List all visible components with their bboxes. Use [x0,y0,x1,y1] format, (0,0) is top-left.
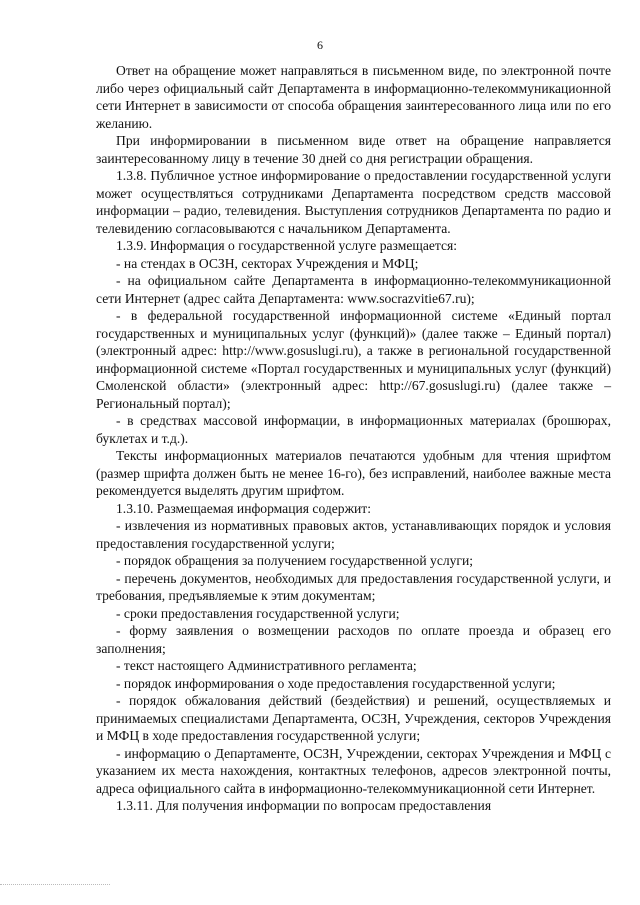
paragraph-1-3-11: 1.3.11. Для получения информации по вопросам предоставления [116,798,492,813]
list-item-unified-portal: - в федеральной государственной информационной системе «Единый портал государственных и муниципальных услуг (функций)» (далее также – Единый портал) (электронный адрес: http://www.gosuslugi.ru), а также в региональной государственной информационной системе «Портал государственных и муниципальных услуг (функций) Смоленской области» (электронный адрес: http://67.gosuslugi.ru) (далее также – Региональный портал); [96,308,611,411]
list-item-stands: - на стендах в ОСЗН, секторах Учреждения и МФЦ; [116,255,419,271]
list-item-application-form: - форму заявления о возмещении расходов по оплате проезда и образец его заполнения; [96,623,611,656]
paragraph-1-3-8: 1.3.8. Публичное устное информирование о предоставлении государственной услуги может осуществляться сотрудниками Департамента посредством средств массовой информации – радио, телевидения. Выступления сотрудников Департамента по радио и телевидению согласовываются с начальником Департамента. [96,168,611,236]
page-number: 6 [317,38,323,52]
list-item-appeal-procedure: - порядок обжалования действий (бездействия) и решений, осуществляемых и принимаемых специалистами Департамента, ОСЗН, Учреждения, секторов Учреждения и МФЦ в ходе предоставления государственной услуги; [96,693,611,743]
list-item-extracts: - извлечения из нормативных правовых актов, устанавливающих порядок и условия предоставления государственной услуги; [96,518,611,551]
list-item-mass-media: - в средствах массовой информации, в информационных материалах (брошюрах, буклетах и т.д.). [96,413,611,446]
list-item-progress-info: - порядок информирования о ходе предоставления государственной услуги; [116,675,556,691]
list-item-department-info: - информацию о Департаменте, ОСЗН, Учреждении, секторах Учреждения и МФЦ с указанием их места нахождения, контактных телефонов, адресов электронной почты, адреса официального сайта в информационно-телекоммуникационной сети Интернет. [96,745,611,796]
paragraph-1-3-10: 1.3.10. Размещаемая информация содержит: [116,500,371,516]
list-item-document-list: - перечень документов, необходимых для предоставления государственной услуги, и требования, предъявляемые к этим документам; [96,570,611,603]
list-item-application-procedure: - порядок обращения за получением государственной услуги; [116,553,474,568]
paragraph-reply-methods: Ответ на обращение может направляться в письменном виде, по электронной почте либо через официальный сайт Департамента в информационно-телекоммуникационной сети Интернет в зависимости от способа обращения заинтересованного лица или по его желанию. [96,63,611,131]
list-item-regulation-text: - текст настоящего Административного регламента; [116,658,417,673]
footer-divider [0,884,110,885]
list-item-official-site: - на официальном сайте Департамента в информационно-телекоммуникационной сети Интернет (адрес сайта Департамента: www.socrazvitie67.ru); [96,273,611,306]
paragraph-1-3-9: 1.3.9. Информация о государственной услуге размещается: [116,238,458,253]
list-item-deadlines: - сроки предоставления государственной услуги; [116,605,400,621]
paragraph-font-requirements: Тексты информационных материалов печатаются удобным для чтения шрифтом (размер шрифта должен быть не менее 16-го), без исправлений, наиболее важные места рекомендуется выделять другим шрифтом. [96,448,611,498]
body-text [96,62,611,815]
paragraph-written-reply: При информировании в письменном виде ответ на обращение направляется заинтересованному лицу в течение 30 дней со дня регистрации обращения. [96,133,611,166]
